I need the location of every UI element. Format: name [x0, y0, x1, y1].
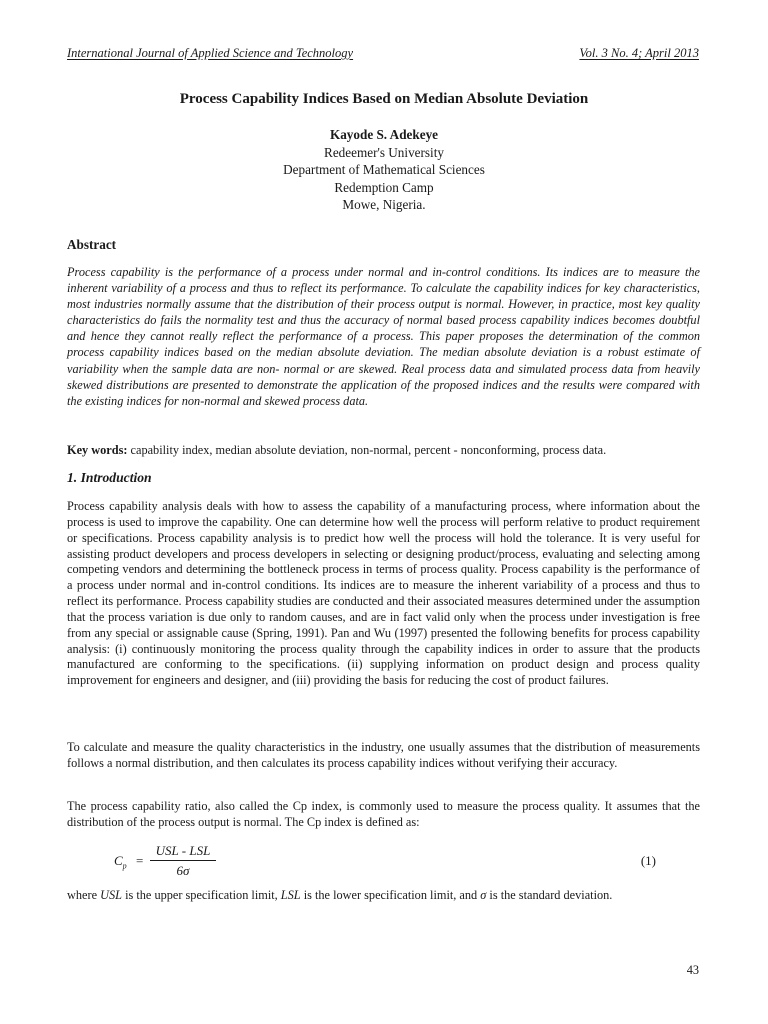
equation-equals: =	[136, 853, 144, 868]
equation-lhs-subscript: p	[122, 861, 127, 871]
equation-denominator: 6σ	[176, 863, 190, 878]
page-number: 43	[686, 963, 699, 977]
keywords-label: Key words:	[67, 443, 128, 457]
abstract-heading: Abstract	[67, 237, 117, 252]
journal-name: International Journal of Applied Science and Technology	[67, 46, 354, 60]
running-header	[67, 46, 699, 61]
affiliation-department: Department of Mathematical Sciences	[283, 162, 485, 177]
intro-paragraph-1: Process capability analysis deals with how to assess the capability of a manufacturing process, where information about the process is used to improve the capability. One can determine how well the process will perform relative to product requirement or specifications. Process capability analysis is to predict how well the process will hold the tolerance. It is very useful for assisting product developers and process developers in selecting or designing product/process, evaluating and selecting among competing vendors and determining the bottleneck process in terms of process quality. Process capability is the performance of a process under normal and in-control conditions. Its indices are to measure the inherent variability of a process and thus to reflect its performance. Process capability studies are conducted and their associated measures determined under the assumption that the process variation is due only to random causes, and are in fact valid only when the process under investigation is free from any special or assignable cause (Spring, 1991). Pan and Wu (1997) presented the following benefits for process capability analysis: (i) continuously monitoring the process quality through the capability indices in order to assure that the products manufactured are conforming to the specifications. (ii) supplying information on product design and process quality improvement for engineers and designer, and (iii) providing the basis for reducing the cost of product failures.	[67, 499, 700, 688]
intro-paragraph-2: To calculate and measure the quality characteristics in the industry, one usually assumes that the distribution of measurements follows a normal distribution, and then calculates its process capability indices without verifying their accuracy.	[67, 740, 700, 770]
author-block	[0, 126, 768, 214]
equation-fraction	[150, 843, 216, 879]
definition-text-1: where	[67, 888, 101, 902]
paper-title: Process Capability Indices Based on Median Absolute Deviation	[179, 91, 589, 107]
volume-info: Vol. 3 No. 4; April 2013	[579, 46, 699, 60]
definition-usl: USL	[100, 888, 122, 902]
definition-text-2: is the upper specification limit,	[122, 888, 281, 902]
equation-lhs	[114, 853, 127, 871]
equation-cp	[100, 843, 700, 883]
equation-lhs-symbol: C	[114, 853, 123, 868]
affiliation-address: Redemption Camp	[334, 179, 434, 195]
equation-numerator: USL - LSL	[150, 843, 216, 861]
author-name: Kayode S. Adekeye	[329, 127, 439, 142]
abstract-text: Process capability is the performance of a process under normal and in-control conditions. Its indices are to measure the inherent variability of a process and thus to reflect its performance. To calculate the capability indices for key characteristics, most industries normally assume that the distribution of their process output is normal. However, in practice, most key quality characteristics do fails the normality test and thus the accuracy of normal based process capability indices becomes doubtful and hence they cannot really reflect the performance of a process. This paper proposes the determination of the common process capability indices based on the median absolute deviation. The median absolute deviation is a robust estimate of variability when the sample data are non- normal or are skewed. Real process data and simulated process data from heavily skewed distributions are presented to demonstrate the application of the proposed indices and the results were compared with the existing indices for non-normal and skewed process data.	[67, 265, 700, 408]
definition-text-4: is the standard deviation.	[486, 888, 613, 902]
keywords-text: capability index, median absolute deviation, non-normal, percent - nonconforming, process data.	[127, 443, 607, 457]
intro-paragraph-3: The process capability ratio, also called the Cp index, is commonly used to measure the process quality. It assumes that the distribution of the process output is normal. The Cp index is defined as:	[67, 799, 700, 829]
section-heading-introduction: 1. Introduction	[67, 470, 152, 485]
keywords	[67, 442, 700, 458]
equation-definitions	[67, 888, 700, 903]
definition-lsl: LSL	[280, 888, 301, 902]
definition-sigma: σ	[480, 888, 487, 902]
affiliation-university: Redeemer's University	[324, 144, 444, 160]
equation-number: (1)	[640, 853, 656, 868]
affiliation-city: Mowe, Nigeria.	[342, 197, 426, 212]
definition-text-3: is the lower specification limit, and	[300, 888, 481, 902]
